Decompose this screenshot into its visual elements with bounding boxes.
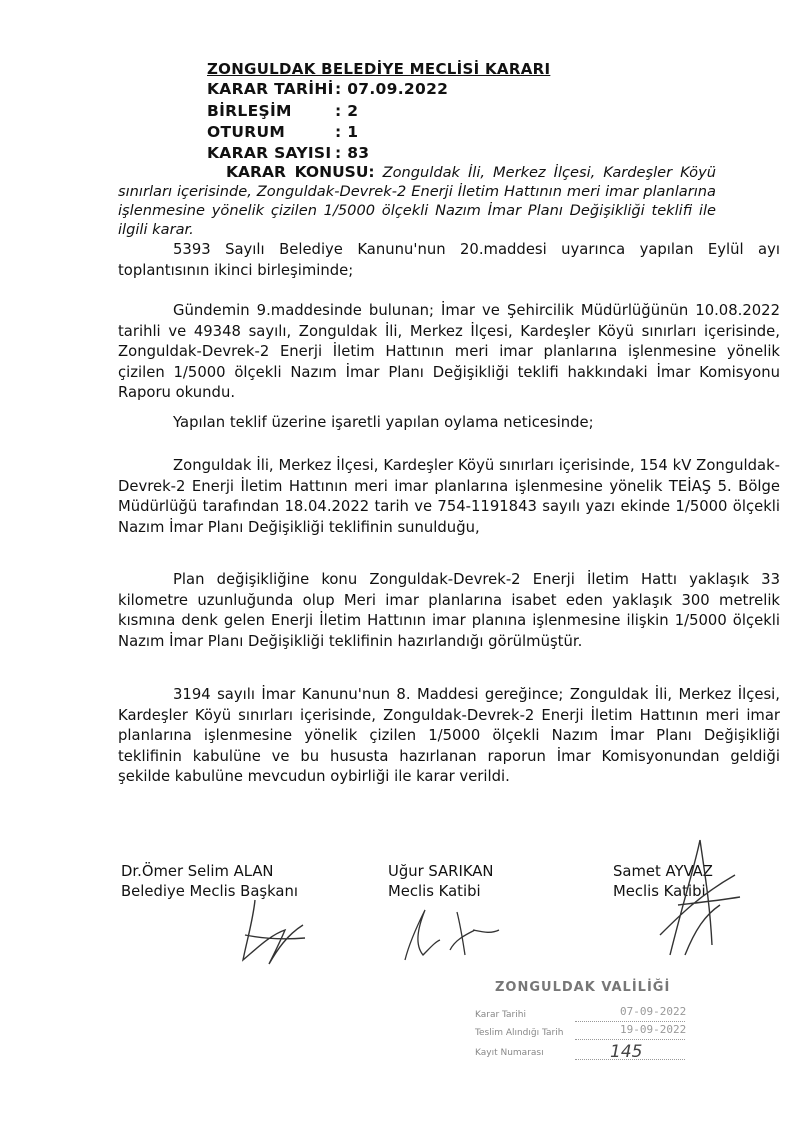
paragraph-2: Gündemin 9.maddesinde bulunan; İmar ve Şehircilik Müdürlüğünün 10.08.2022 tarihli ve 49348 sayılı, Zonguldak İli, Merkez İlçesi, Kardeşler Köyü sınırları içerisinde, Zonguldak-Devrek-2 Enerji İletim Hattının meri imar planlarına işlenmesine yönelik çizilen 1/5000 ölçekli Nazım İmar Planı Değişikliği teklifi hakkındaki İmar Komisyonu Raporu okundu. xyxy=(118,302,780,401)
paragraph-4: Zonguldak İli, Merkez İlçesi, Kardeşler Köyü sınırları içerisinde, 154 kV Zonguldak-Devrek-2 Enerji İletim Hattının meri imar planlarına işlenmesine yönelik TEİAŞ 5. Bölge Müdürlüğü tarafından 18.04.2022 tarih ve 754-1191843 sayılı yazı ekinde 1/5000 ölçekli Nazım İmar Planı Değişikliği teklifinin sunulduğu, xyxy=(118,457,780,536)
decision-subject xyxy=(118,163,716,239)
signer-role: Meclis Katibi xyxy=(613,883,706,900)
signer-role: Belediye Meclis Başkanı xyxy=(121,883,298,900)
stamp-received-date-value: 19-09-2022 xyxy=(620,1023,687,1036)
signer-name: Samet AYVAZ xyxy=(613,863,713,880)
sitting-value: : 1 xyxy=(335,123,359,141)
stamp-received-date-label: Teslim Alındığı Tarih xyxy=(475,1028,564,1038)
signature-block-clerk-1 xyxy=(388,862,493,902)
decision-number-row xyxy=(207,144,369,162)
stamp-decision-date-label: Karar Tarihi xyxy=(475,1010,526,1020)
sitting-label: OTURUM xyxy=(207,123,286,141)
subject-label: KARAR KONUSU: xyxy=(226,163,375,181)
signer-name: Dr.Ömer Selim ALAN xyxy=(121,863,274,880)
subject-text: Zonguldak İli, Merkez İlçesi, Kardeşler Köyü sınırları içerisinde, Zonguldak-Devrek-2 Enerji İletim Hattının meri imar planlarına işlenmesine yönelik çizilen 1/5000 ölçekli Nazım İmar Planı Değişikliği teklifi ile ilgili karar. xyxy=(118,164,716,238)
session-value: : 2 xyxy=(335,102,359,120)
handwritten-signature-1 xyxy=(225,880,315,980)
sitting-row xyxy=(207,123,358,141)
paragraph-3: Yapılan teklif üzerine işaretli yapılan oylama neticesinde; xyxy=(173,414,594,431)
signer-role: Meclis Katibi xyxy=(388,883,481,900)
paragraph-1: 5393 Sayılı Belediye Kanunu'nun 20.maddesi uyarınca yapılan Eylül ayı toplantısının ikinci birleşiminde; xyxy=(118,241,780,279)
decision-date-row xyxy=(207,80,448,98)
stamp-decision-date-value: 07-09-2022 xyxy=(620,1005,687,1018)
session-row xyxy=(207,102,358,120)
decision-number-label: KARAR SAYISI xyxy=(207,144,332,162)
decision-date-value: : 07.09.2022 xyxy=(335,80,449,98)
stamp-registry-label: Kayıt Numarası xyxy=(475,1048,544,1058)
handwritten-signature-3 xyxy=(640,835,750,965)
document-title: ZONGULDAK BELEDİYE MECLİSİ KARARI xyxy=(207,60,551,78)
paragraph-6: 3194 sayılı İmar Kanunu'nun 8. Maddesi gereğince; Zonguldak İli, Merkez İlçesi, Kardeşler Köyü sınırları içerisinde, Zonguldak-Devrek-2 Enerji İletim Hattının meri imar planlarına işlenmesine yönelik çizilen 1/5000 ölçekli Nazım İmar Planı Değişikliği teklifinin kabulüne ve bu hususta hazırlanan raporun İmar Komisyonundan geldiği şekilde kabulüne mevcudun oybirliği ile karar verildi. xyxy=(118,686,780,785)
session-label: BİRLEŞİM xyxy=(207,102,292,120)
handwritten-signature-2 xyxy=(395,900,505,970)
governorship-stamp xyxy=(470,980,700,1060)
decision-number-value: : 83 xyxy=(335,144,370,162)
signer-name: Uğur SARIKAN xyxy=(388,863,494,880)
stamp-registry-value: 145 xyxy=(610,1042,643,1062)
paragraph-5: Plan değişikliğine konu Zonguldak-Devrek-2 Enerji İletim Hattı yaklaşık 33 kilometre uzunluğunda olup Meri imar planlarına isabet eden yaklaşık 300 metrelik kısmına denk gelen Enerji İletim Hattının imar planına işlenmesine ilişkin 1/5000 ölçekli Nazım İmar Planı Değişikliği teklifinin hazırlandığı görülmüştür. xyxy=(118,571,780,650)
decision-date-label: KARAR TARİHİ xyxy=(207,80,334,98)
stamp-title: ZONGULDAK VALİLİĞİ xyxy=(495,980,671,995)
